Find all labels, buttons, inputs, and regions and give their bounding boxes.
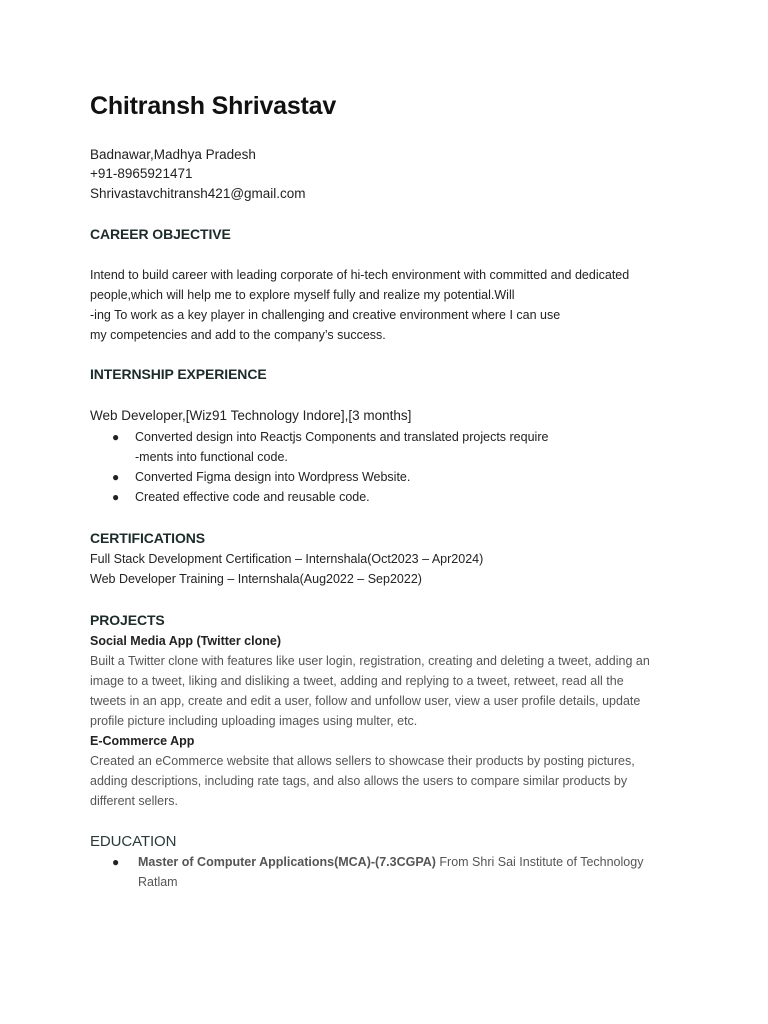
bullet-icon: ● [112, 855, 120, 869]
project-description-line: adding descriptions, including rate tags, and also allows the users to compare similar products by [90, 774, 628, 788]
bullet-text: -ments into functional code. [135, 450, 288, 464]
bullet-text: Converted Figma design into Wordpress Website. [135, 470, 411, 484]
bullet-text: Converted design into Reactjs Components and translated projects require [135, 430, 549, 444]
contact-location: Badnawar,Madhya Pradesh [90, 147, 256, 162]
bullet-text: Created effective code and reusable code. [135, 490, 370, 504]
contact-email: Shrivastavchitransh421@gmail.com [90, 186, 306, 201]
career-objective-heading: CAREER OBJECTIVE [90, 226, 231, 242]
bullet-icon: ● [112, 470, 120, 484]
education-line [138, 855, 643, 869]
certifications-heading: CERTIFICATIONS [90, 530, 206, 546]
education-city: Ratlam [138, 875, 178, 889]
project-title: Social Media App (Twitter clone) [90, 634, 281, 648]
bullet-icon: ● [112, 490, 120, 504]
career-line: -ing To work as a key player in challenging and creative environment where I can use [90, 308, 561, 322]
project-description-line: tweets in an app, create and edit a user, follow and unfollow user, view a user profile details, update [90, 694, 641, 708]
certification-item: Web Developer Training – Internshala(Aug2022 – Sep2022) [90, 572, 422, 586]
project-description-line: different sellers. [90, 794, 179, 808]
career-line: Intend to build career with leading corporate of hi-tech environment with committed and dedicated [90, 268, 630, 282]
education-heading: EDUCATION [90, 833, 177, 850]
project-description-line: profile picture including uploading images using multer, etc. [90, 714, 418, 728]
career-line: my competencies and add to the company’s success. [90, 328, 386, 342]
degree-text: Master of Computer Applications(MCA)-(7.3CGPA) [138, 855, 436, 869]
project-description-line: Built a Twitter clone with features like user login, registration, creating and deleting a tweet, adding an [90, 654, 650, 668]
contact-phone: +91-8965921471 [90, 166, 193, 181]
project-title: E-Commerce App [90, 734, 195, 748]
bullet-icon: ● [112, 430, 120, 444]
candidate-name: Chitransh Shrivastav [90, 92, 337, 120]
certification-item: Full Stack Development Certification – Internshala(Oct2023 – Apr2024) [90, 552, 484, 566]
internship-role: Web Developer,[Wiz91 Technology Indore],[3 months] [90, 408, 412, 423]
projects-heading: PROJECTS [90, 612, 165, 628]
institute-text: From Shri Sai Institute of Technology [435, 855, 644, 869]
career-line: people,which will help me to explore myself fully and realize my potential.Will [90, 288, 515, 302]
internship-heading: INTERNSHIP EXPERIENCE [90, 366, 267, 382]
project-description-line: image to a tweet, liking and disliking a tweet, adding and replying to a tweet, retweet, read all the [90, 674, 624, 688]
project-description-line: Created an eCommerce website that allows sellers to showcase their products by posting pictures, [90, 754, 635, 768]
